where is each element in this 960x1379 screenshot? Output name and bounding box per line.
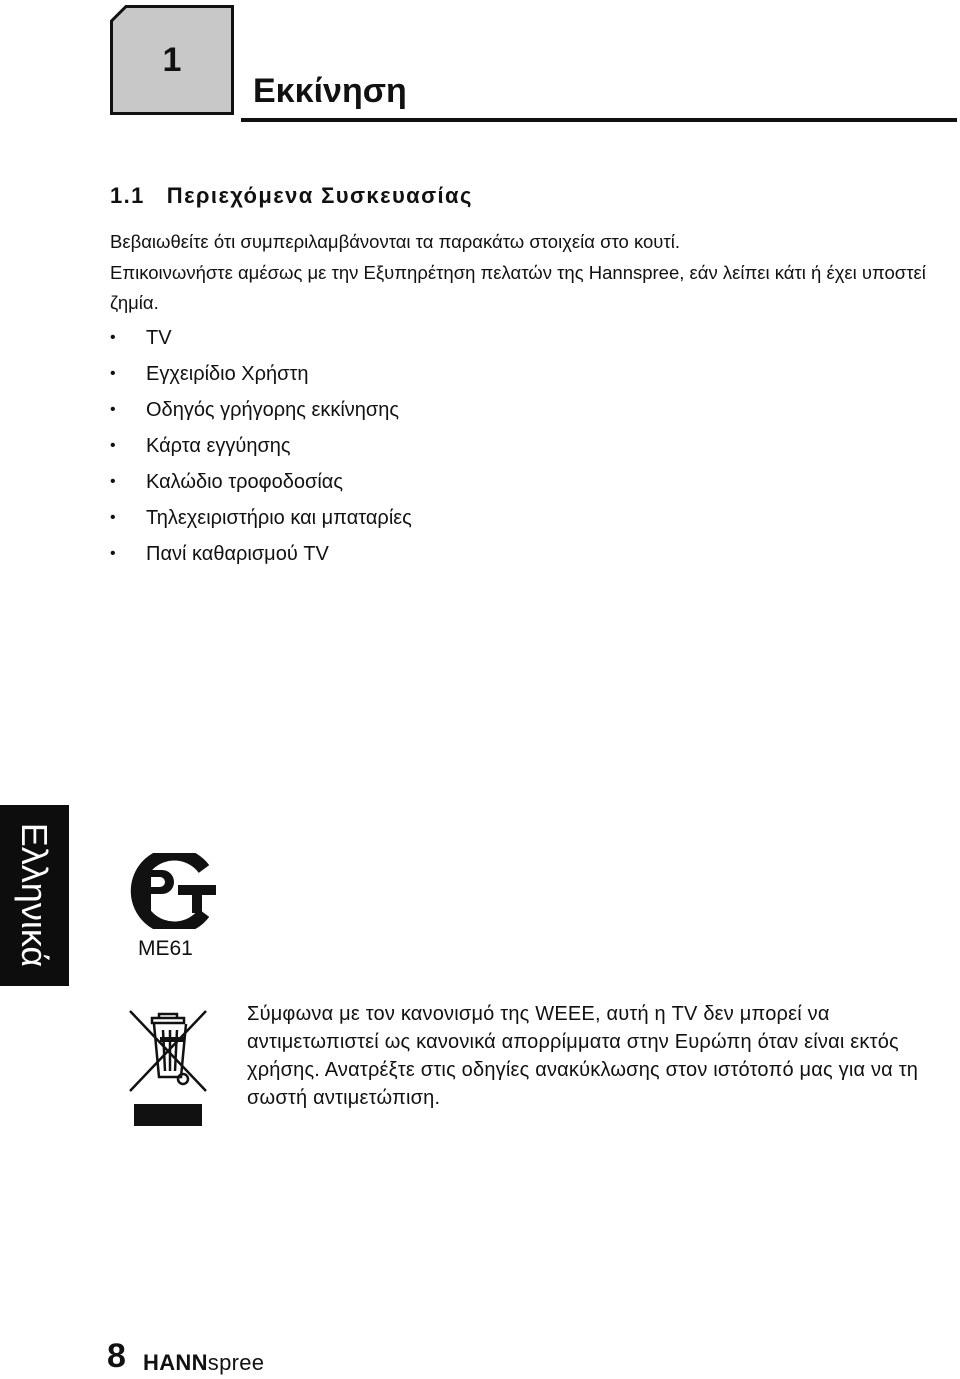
list-item-text: Οδηγός γρήγορης εκκίνησης — [146, 399, 400, 421]
intro-line-2: Επικοινωνήστε αμέσως με την Εξυπηρέτηση πελατών της Hannspree, εάν λείπει κάτι ή έχει υποστεί ζημία. — [110, 261, 926, 313]
package-contents-list — [110, 320, 412, 572]
brand-logo-regular: spree — [207, 1350, 265, 1375]
bullet: • — [110, 473, 116, 490]
list-item-text: Κάρτα εγγύησης — [146, 435, 291, 457]
pct-certification-logo-icon — [118, 853, 218, 929]
bullet: • — [110, 365, 116, 382]
list-item — [110, 500, 412, 536]
intro-line-1: Βεβαιωθείτε ότι συμπεριλαμβάνονται τα παρακάτω στοιχεία στο κουτί. — [110, 231, 680, 252]
list-item-text: Πανί καθαρισμού TV — [146, 543, 329, 565]
language-side-tab — [0, 805, 69, 986]
bullet: • — [110, 329, 116, 346]
list-item — [110, 428, 412, 464]
list-item-text: TV — [146, 327, 172, 349]
chapter-title: Εκκίνηση — [253, 72, 407, 110]
bullet: • — [110, 509, 116, 526]
list-item — [110, 464, 412, 500]
weee-notice: Σύμφωνα με τον κανονισμό της WEEE, αυτή η TV δεν μπορεί να αντιμετωπιστεί ως κανονικά απορρίμματα στην Ευρώπη όταν είναι εκτός χρήσης. Ανατρέξτε στις οδηγίες ανακύκλωσης στον ιστότοπό μας για να τη σωστή αντιμετώπιση. — [247, 1003, 919, 1109]
list-item — [110, 320, 412, 356]
list-item-text: Εγχειρίδιο Χρήστη — [146, 363, 309, 385]
section-heading — [110, 183, 473, 209]
brand-logo-bold: HANN — [143, 1350, 208, 1375]
list-item-text: Καλώδιο τροφοδοσίας — [146, 471, 343, 493]
chapter-tab — [110, 5, 234, 115]
bullet: • — [110, 437, 116, 454]
certification-code: ME61 — [138, 937, 193, 960]
title-rule — [241, 118, 957, 122]
weee-crossed-bin-icon — [126, 1005, 210, 1129]
bullet: • — [110, 401, 116, 418]
list-item — [110, 392, 412, 428]
list-item-text: Τηλεχειριστήριο και μπαταρίες — [146, 507, 412, 529]
list-item — [110, 536, 412, 572]
chapter-number: 1 — [162, 40, 182, 79]
intro-paragraph — [110, 227, 930, 319]
section-title: Περιεχόμενα Συσκευασίας — [166, 183, 473, 208]
language-label: Ελληνικά — [14, 822, 55, 968]
bullet: • — [110, 545, 116, 562]
brand-logo — [143, 1350, 264, 1376]
section-number: 1.1 — [110, 183, 145, 208]
list-item — [110, 356, 412, 392]
page-number: 8 — [107, 1337, 126, 1375]
